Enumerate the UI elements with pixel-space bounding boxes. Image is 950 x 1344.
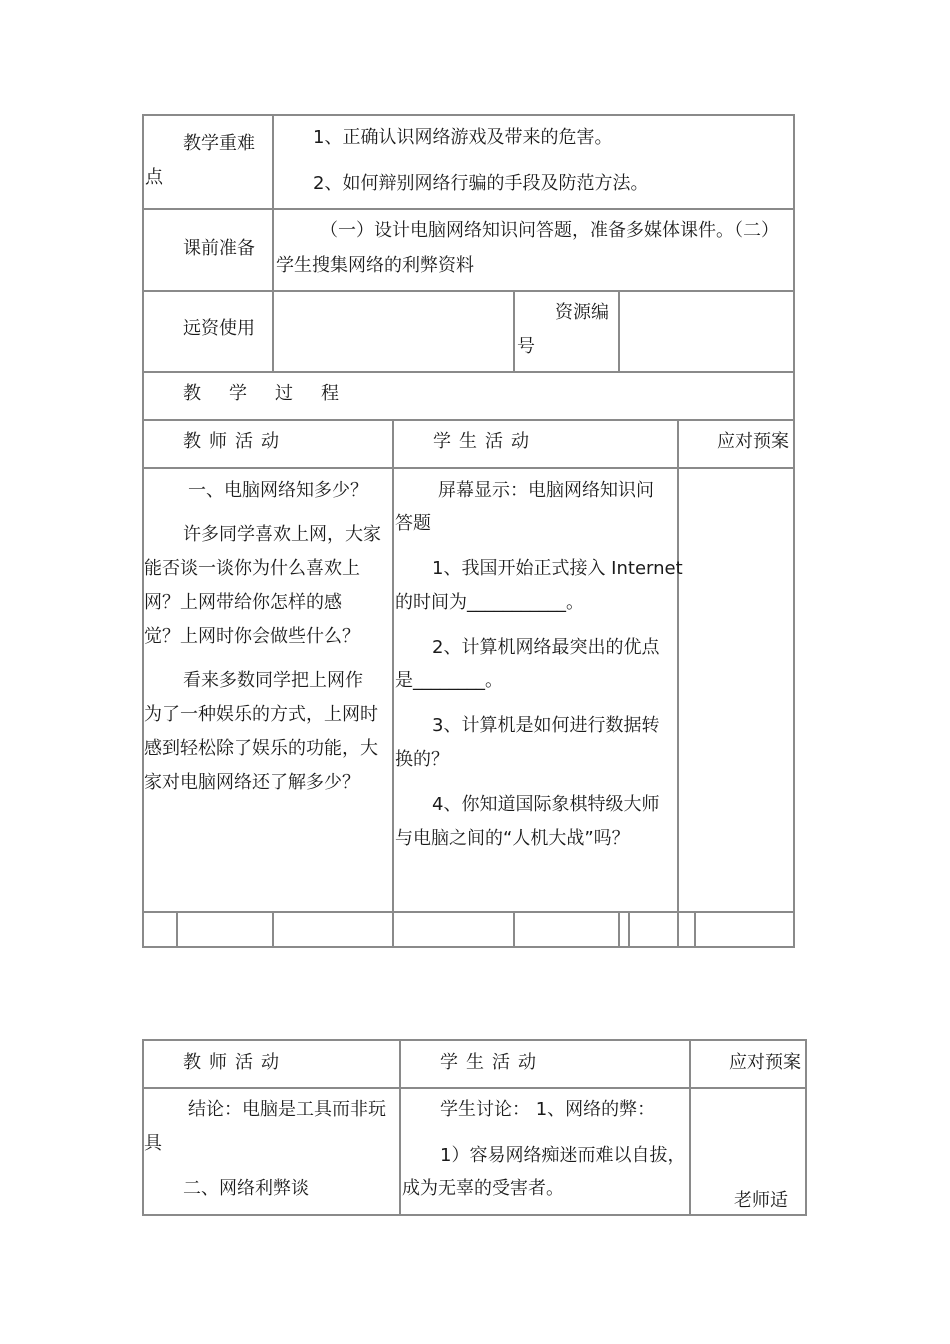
col-student-activity: 学生活动: [433, 431, 537, 452]
student-line-p2: 1）容易网络痴迷而难以自拔，: [440, 1145, 686, 1166]
prep-line-2: 学生搜集网络的利弊资料: [276, 255, 474, 276]
teacher-line: 许多同学喜欢上网，大家: [183, 524, 381, 545]
student-line-p2: 成为无辜的受害者。: [402, 1178, 564, 1199]
col-teacher-activity: 教师活动: [183, 431, 287, 452]
student-line-p2: 学生讨论： 1、网络的弊：: [440, 1099, 656, 1120]
key-points-label: 教学重难: [183, 133, 255, 154]
teacher-line-p2: 二、网络利弊谈: [183, 1178, 309, 1199]
teacher-line: 网？上网带给你怎样的感: [144, 592, 342, 613]
key-points-label-cont: 点: [145, 167, 163, 188]
key-point-2: 2、如何辩别网络行骗的手段及防范方法。: [313, 173, 649, 194]
teacher-line: 为了一种娱乐的方式，上网时: [144, 704, 378, 725]
teacher-line-p2: 结论：电脑是工具而非玩: [188, 1099, 386, 1120]
student-line: 是________。: [395, 670, 503, 691]
key-point-1: 1、正确认识网络游戏及带来的危害。: [313, 127, 613, 148]
plan-text-p2: 老师适: [734, 1190, 788, 1211]
col-plan-2: 应对预案: [729, 1052, 801, 1073]
col-plan: 应对预案: [717, 431, 789, 452]
resource-label-cont: 号: [517, 336, 535, 357]
resource-label: 资源编: [555, 302, 609, 323]
teacher-line: 看来多数同学把上网作: [183, 670, 363, 691]
student-line: 2、计算机网络最突出的优点: [432, 637, 660, 658]
student-line: 1、我国开始正式接入 Internet: [432, 558, 683, 579]
col-student-activity-2: 学生活动: [440, 1052, 544, 1073]
student-line: 与电脑之间的“人机大战”吗？: [395, 828, 630, 849]
student-line: 3、计算机是如何进行数据转: [432, 715, 660, 736]
prep-label: 课前准备: [183, 238, 255, 259]
teacher-line: 一、电脑网络知多少？: [188, 480, 368, 501]
teacher-line: 觉？上网时你会做些什么？: [144, 626, 360, 647]
student-line: 4、你知道国际象棋特级大师: [432, 794, 660, 815]
student-line: 换的？: [395, 749, 449, 770]
teacher-line: 能否谈一谈你为什么喜欢上: [144, 558, 360, 579]
student-line: 的时间为___________。: [395, 592, 584, 613]
col-teacher-activity-2: 教师活动: [183, 1052, 287, 1073]
teacher-line: 感到轻松除了娱乐的功能，大: [144, 738, 378, 759]
process-title: 教学过程: [183, 383, 367, 404]
remote-label: 远资使用: [183, 318, 255, 339]
student-line: 屏幕显示：电脑网络知识问: [438, 480, 654, 501]
teacher-line: 家对电脑网络还了解多少？: [144, 772, 360, 793]
student-line: 答题: [395, 513, 431, 534]
prep-line-1: （一）设计电脑网络知识问答题，准备多媒体课件。（二）: [320, 220, 779, 241]
teacher-line-p2: 具: [144, 1133, 162, 1154]
